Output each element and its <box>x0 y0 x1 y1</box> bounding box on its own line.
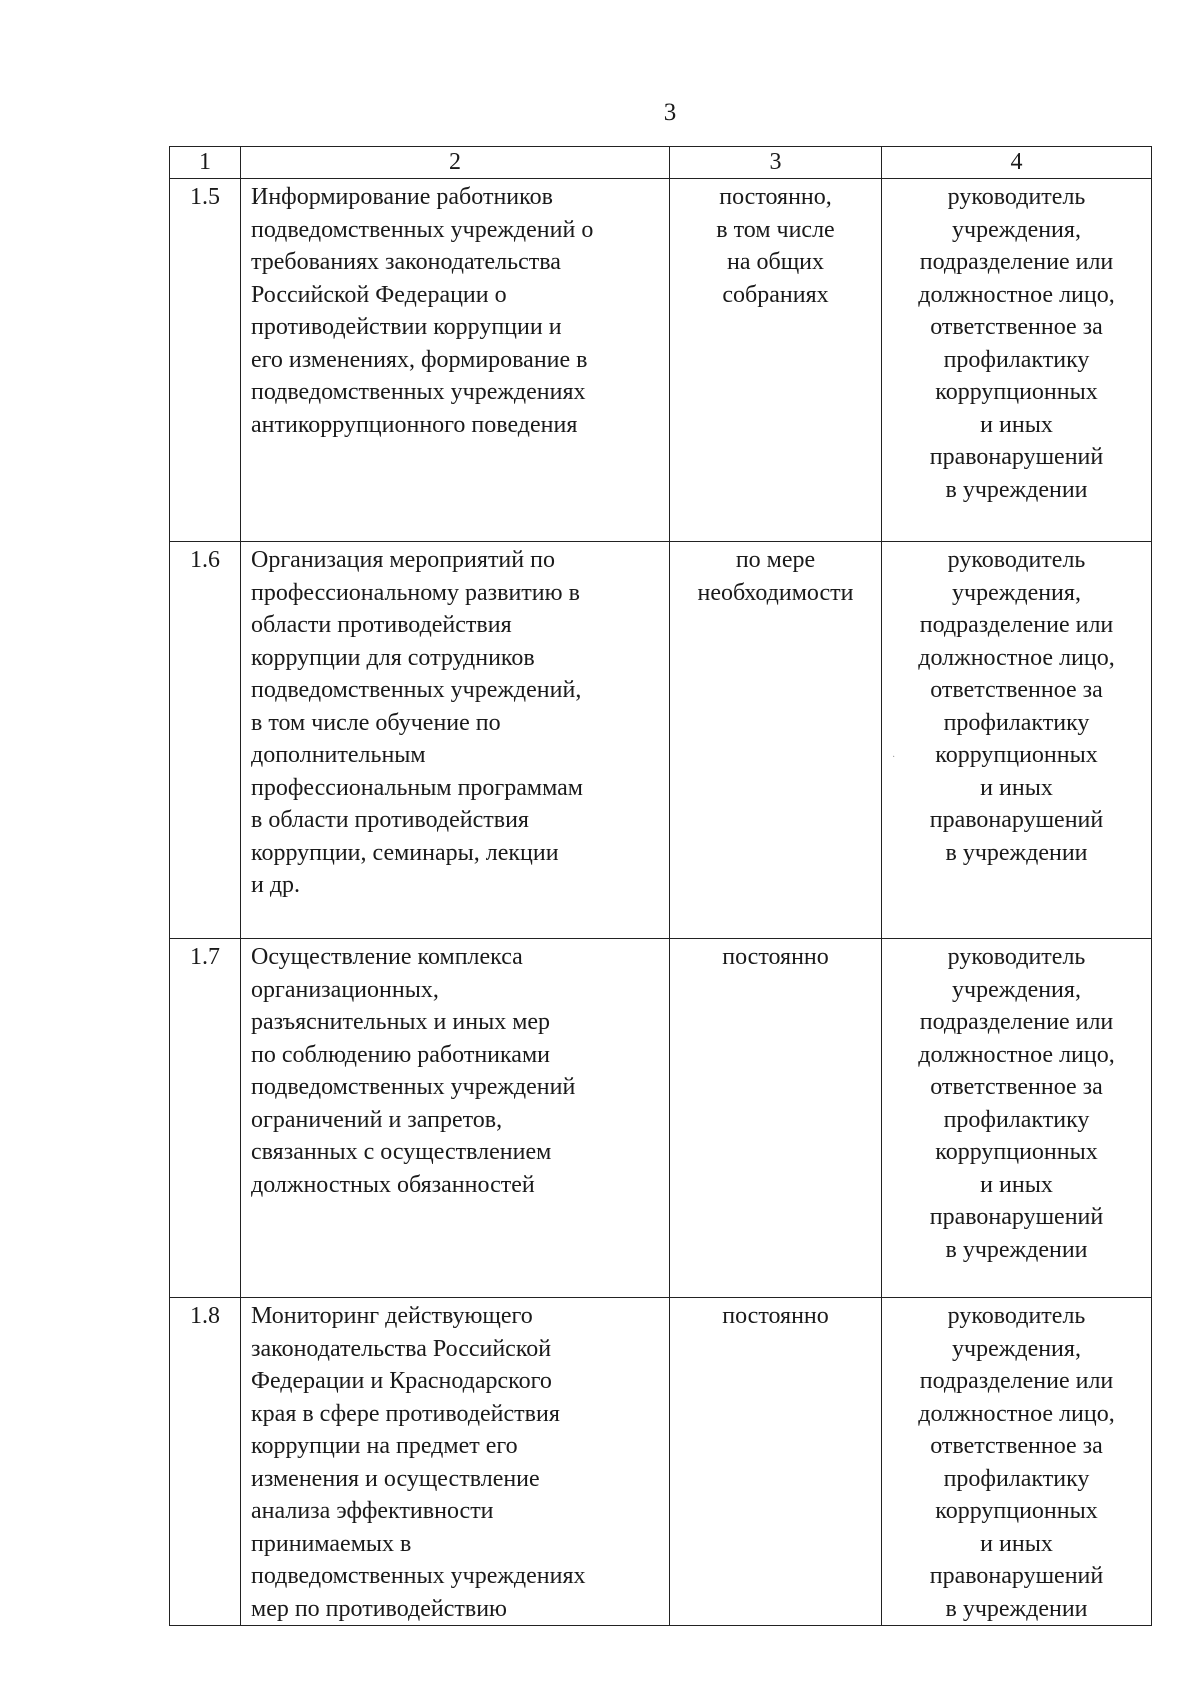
measure-line: Федерации и Краснодарского <box>251 1368 552 1394</box>
item-number: 1.7 <box>170 939 241 1298</box>
measure-line: края в сфере противодействия <box>251 1400 560 1427</box>
responsible-line: учреждения, <box>952 579 1081 606</box>
measure-line: коррупции, семинары, лекции <box>251 839 559 866</box>
term-cell <box>670 1298 882 1626</box>
measure-line: ограничений и запретов, <box>251 1106 503 1133</box>
term-cell <box>670 179 882 542</box>
column-header: 4 <box>882 147 1152 179</box>
term-line: собраниях <box>722 281 829 308</box>
responsible-line: правонарушений <box>929 444 1104 470</box>
responsible-cell <box>882 542 1152 939</box>
responsible-line: руководитель <box>947 547 1086 573</box>
item-number: 1.5 <box>170 179 241 542</box>
responsible-line: должностное лицо, <box>918 644 1115 671</box>
responsible-line: ответственное за <box>930 314 1103 340</box>
measure-line: разъяснительных и иных мер <box>251 1009 551 1035</box>
term-line: постоянно <box>722 1303 829 1329</box>
item-number: 1.8 <box>170 1298 241 1626</box>
term-line: постоянно <box>722 944 829 970</box>
measure-line: Мониторинг действующего <box>251 1303 533 1329</box>
measure-line: подведомственных учреждениях <box>251 379 586 405</box>
responsible-line: должностное лицо, <box>918 281 1115 308</box>
measure-line: мер по противодействию <box>251 1595 507 1622</box>
responsible-line: ответственное за <box>930 677 1103 703</box>
responsible-line: подразделение или <box>919 612 1114 638</box>
measure-line: подведомственных учреждений <box>251 1074 576 1100</box>
term-line: в том числе <box>716 216 835 243</box>
responsible-line: подразделение или <box>919 1009 1114 1035</box>
measure-line: его изменениях, формирование в <box>251 346 588 373</box>
measure-line: организационных, <box>251 976 439 1003</box>
measure-line: Организация мероприятий по <box>251 547 555 573</box>
scan-speck: · <box>892 752 896 763</box>
responsible-line: учреждения, <box>952 976 1081 1003</box>
measure-line: коррупции на предмет его <box>251 1433 518 1459</box>
measure-line: подведомственных учреждений, <box>251 677 582 703</box>
responsible-line: и иных <box>980 1171 1053 1198</box>
responsible-line: коррупционных <box>935 379 1098 405</box>
term-line: необходимости <box>697 579 854 606</box>
measure-line: области противодействия <box>251 612 512 638</box>
responsible-line: учреждения, <box>952 216 1081 243</box>
responsible-line: подразделение или <box>919 249 1114 275</box>
measure-line: по соблюдению работниками <box>251 1041 550 1068</box>
responsible-line: руководитель <box>947 184 1086 210</box>
responsible-line: и иных <box>980 411 1053 438</box>
term-cell <box>670 939 882 1298</box>
measure-line: коррупции для сотрудников <box>251 644 535 671</box>
measure-line: требованиях законодательства <box>251 249 561 275</box>
measure-cell <box>241 1298 670 1626</box>
responsible-line: руководитель <box>947 944 1086 970</box>
responsible-line: правонарушений <box>929 1204 1104 1230</box>
term-cell <box>670 542 882 939</box>
measure-line: анализа эффективности <box>251 1498 494 1524</box>
table-row <box>170 939 1152 1298</box>
responsible-cell <box>882 939 1152 1298</box>
measure-line: должностных обязанностей <box>251 1171 535 1198</box>
measure-line: в области противодействия <box>251 807 529 833</box>
table-row <box>170 542 1152 939</box>
measure-line: принимаемых в <box>251 1530 412 1557</box>
responsible-cell <box>882 179 1152 542</box>
measure-line: Осуществление комплекса <box>251 944 523 970</box>
measure-line: дополнительным <box>251 742 426 768</box>
responsible-cell <box>882 1298 1152 1626</box>
page-number: 3 <box>663 99 677 126</box>
measure-line: изменения и осуществление <box>251 1465 540 1492</box>
responsible-line: учреждения, <box>952 1335 1081 1362</box>
term-line: на общих <box>726 249 825 275</box>
term-line: постоянно, <box>719 184 832 210</box>
responsible-line: коррупционных <box>935 1139 1098 1165</box>
measure-cell <box>241 179 670 542</box>
measure-line: антикоррупционного поведения <box>251 411 578 438</box>
measure-line: и др. <box>251 872 301 898</box>
table-row <box>170 1298 1152 1626</box>
measure-cell <box>241 542 670 939</box>
measure-line: подведомственных учреждениях <box>251 1563 586 1589</box>
responsible-line: руководитель <box>947 1303 1086 1329</box>
measure-cell <box>241 939 670 1298</box>
measure-line: профессиональным программам <box>251 774 583 801</box>
responsible-line: в учреждении <box>945 839 1088 866</box>
responsible-line: профилактику <box>943 346 1090 373</box>
responsible-line: правонарушений <box>929 807 1104 833</box>
measure-line: профессиональному развитию в <box>251 579 580 606</box>
responsible-line: профилактику <box>943 709 1090 736</box>
responsible-line: профилактику <box>943 1106 1090 1133</box>
responsible-line: в учреждении <box>945 1595 1088 1622</box>
column-header: 3 <box>670 147 882 179</box>
responsible-line: и иных <box>980 1530 1053 1557</box>
table-row <box>170 179 1152 542</box>
measure-line: подведомственных учреждений о <box>251 216 594 243</box>
table-header-row <box>170 147 1152 179</box>
measure-line: в том числе обучение по <box>251 709 501 736</box>
responsible-line: подразделение или <box>919 1368 1114 1394</box>
responsible-line: должностное лицо, <box>918 1400 1115 1427</box>
term-line: по мере <box>735 547 816 573</box>
responsible-line: в учреждении <box>945 476 1088 503</box>
column-header: 1 <box>170 147 241 179</box>
responsible-line: ответственное за <box>930 1433 1103 1459</box>
measure-line: противодействии коррупции и <box>251 314 562 340</box>
measure-line: законодательства Российской <box>251 1335 552 1362</box>
measures-table <box>169 146 1152 1626</box>
item-number: 1.6 <box>170 542 241 939</box>
responsible-line: должностное лицо, <box>918 1041 1115 1068</box>
responsible-line: и иных <box>980 774 1053 801</box>
measure-line: Российской Федерации о <box>251 281 507 308</box>
responsible-line: ответственное за <box>930 1074 1103 1100</box>
responsible-line: профилактику <box>943 1465 1090 1492</box>
responsible-line: правонарушений <box>929 1563 1104 1589</box>
responsible-line: в учреждении <box>945 1236 1088 1263</box>
measure-line: Информирование работников <box>251 184 553 210</box>
measure-line: связанных с осуществлением <box>251 1139 552 1165</box>
column-header: 2 <box>241 147 670 179</box>
responsible-line: коррупционных <box>935 1498 1098 1524</box>
responsible-line: коррупционных <box>935 742 1098 768</box>
